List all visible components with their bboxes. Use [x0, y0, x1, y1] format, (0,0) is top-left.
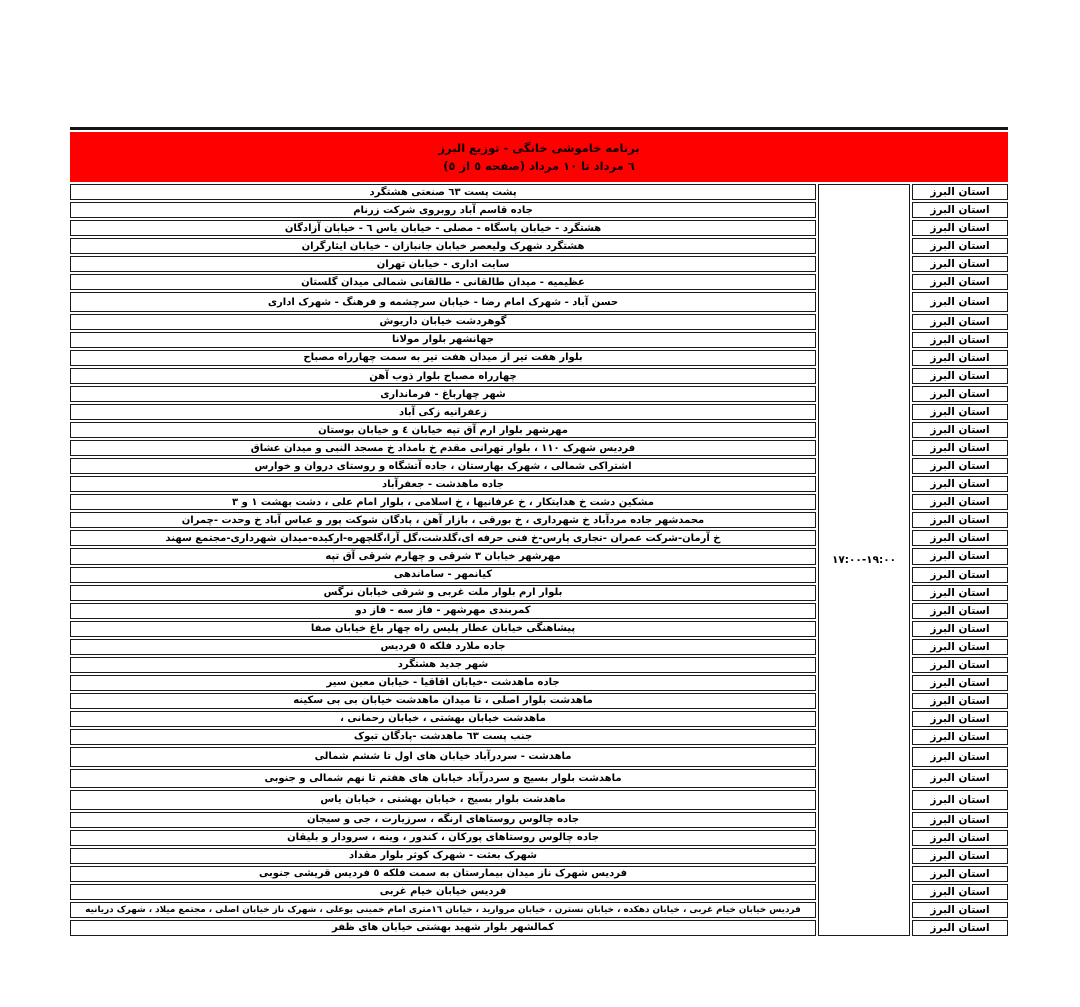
table-row-area: کیانمهر - ساماندهی [70, 567, 816, 583]
table-row-province: استان البرز [912, 866, 1008, 882]
table-row-area: چهارراه مصباح بلوار ذوب آهن [70, 368, 816, 384]
table-row-area: هشتگرد - خیابان پاسگاه - مصلی - خیابان یاس ٦ - خیابان آزادگان [70, 220, 816, 236]
table-row-area: مشکین دشت خ هدایتکار ، خ عرفانیها ، خ اسلامی ، بلوار امام علی ، دشت بهشت ١ و ٣ [70, 494, 816, 510]
table-row-area: ماهدشت بلوار بسیج و سردرآباد خیابان های هفتم تا نهم شمالی و جنوبی [70, 769, 816, 789]
table-row-area: بلوار هفت تیر از میدان هفت تیر به سمت چهارراه مصباح [70, 350, 816, 366]
table-row-province: استان البرز [912, 220, 1008, 236]
table-row-area: جاده ماهدشت -خیابان اقاقیا - خیابان معین سیر [70, 675, 816, 691]
table-row-province: استان البرز [912, 202, 1008, 218]
areas-column [70, 184, 816, 936]
table-row-province: استان البرز [912, 494, 1008, 510]
table-row-province: استان البرز [912, 747, 1008, 767]
table-row-area: جنب پست ٦٣ ماهدشت -پادگان تبوک [70, 729, 816, 745]
table-row-area: زعفرانیه زکی آباد [70, 404, 816, 420]
table-row-province: استان البرز [912, 440, 1008, 456]
table-row-province: استان البرز [912, 657, 1008, 673]
table-row-area: ماهدشت بلوار بسیج ، خیابان بهشتی ، خیابان یاس [70, 790, 816, 810]
table-row-province: استان البرز [912, 693, 1008, 709]
table-row-province: استان البرز [912, 790, 1008, 810]
table-top-border [70, 127, 1008, 130]
table-row-area: جاده ملارد فلکه ٥ فردیس [70, 639, 816, 655]
table-row-province: استان البرز [912, 292, 1008, 312]
table-row-area: جاده قاسم آباد روبروی شرکت زرنام [70, 202, 816, 218]
table-row-province: استان البرز [912, 512, 1008, 528]
table-row-area: فردیس شهرک ١١٠ ، بلوار تهرانی مقدم خ بامداد خ مسجد النبی و میدان عشاق [70, 440, 816, 456]
table-row-area: خ آرمان-شرکت عمران -تجاری پارس-خ فنی حرفه ای،گلدشت،گل آرا،گلچهره-ارکیده-میدان شهرداری-مجتمع سهند [70, 530, 816, 546]
table-row-area: حسن آباد - شهرک امام رضا - خیابان سرچشمه و فرهنگ - شهرک اداری [70, 292, 816, 312]
table-row-area: شهرک بعثت - شهرک کوثر بلوار مقداد [70, 848, 816, 864]
table-row-province: استان البرز [912, 238, 1008, 254]
header-date-range: ٦ مرداد تا ١٠ مرداد (صفحه ٥ از ٥) [443, 158, 635, 173]
table-row-province: استان البرز [912, 711, 1008, 727]
table-header-banner [70, 132, 1008, 182]
table-row-province: استان البرز [912, 902, 1008, 918]
table-row-area: مهرشهر خیابان ٣ شرقی و چهارم شرقی آق تپه [70, 548, 816, 564]
table-row-province: استان البرز [912, 332, 1008, 348]
table-row-province: استان البرز [912, 639, 1008, 655]
table-row-province: استان البرز [912, 603, 1008, 619]
table-row-area: هشتگرد شهرک ولیعصر خیابان جانبازان - خیابان ایثارگران [70, 238, 816, 254]
table-row-area: اشتراکی شمالی ، شهرک بهارستان ، جاده آتشگاه و روستای دروان و خوارس [70, 458, 816, 474]
table-row-province: استان البرز [912, 256, 1008, 272]
table-row-area: جهانشهر بلوار مولانا [70, 332, 816, 348]
table-row-area: فردیس شهرک ناز میدان بیمارستان به سمت فلکه ٥ فردیس قریشی جنوبی [70, 866, 816, 882]
outage-time-range: ١٧:٠٠-١٩:٠٠ [831, 554, 897, 566]
time-column-cell [818, 184, 910, 936]
header-title: برنامه خاموشی خانگی - توزیع البرز [438, 140, 640, 155]
table-row-area: جاده ماهدشت - جعفرآباد [70, 476, 816, 492]
table-row-province: استان البرز [912, 729, 1008, 745]
table-row-area: ماهدشت - سردرآباد خیابان های اول تا ششم شمالی [70, 747, 816, 767]
table-row-province: استان البرز [912, 812, 1008, 828]
table-row-province: استان البرز [912, 848, 1008, 864]
table-row-area: فردیس خیابان خیام غربی [70, 884, 816, 900]
table-row-province: استان البرز [912, 458, 1008, 474]
table-row-province: استان البرز [912, 422, 1008, 438]
table-row-area: پشت پست ٦٣ صنعتی هشتگرد [70, 184, 816, 200]
table-row-area: بلوار ارم بلوار ملت غربی و شرقی خیابان نرگس [70, 585, 816, 601]
table-row-province: استان البرز [912, 314, 1008, 330]
table-row-area: شهر جدید هشتگرد [70, 657, 816, 673]
table-row-area: عظیمیه - میدان طالقانی - طالقانی شمالی میدان گلستان [70, 274, 816, 290]
table-row-area: سایت اداری - خیابان تهران [70, 256, 816, 272]
table-row-area: ماهدشت خیابان بهشتی ، خیابان رحمانی ، [70, 711, 816, 727]
table-row-area: گوهردشت خیابان داریوش [70, 314, 816, 330]
table-row-area: پیشاهنگی خیابان عطار پلیس راه چهار باغ خیابان صفا [70, 621, 816, 637]
table-row-area: فردیس خیابان خیام غربی ، خیابان دهکده ، خیابان نسترن ، خیابان مروارید ، خیابان ١٦متری امام خمینی بوعلی ، شهرک ناز خیابان اصلی ، مجتمع میلاد ، شهرک دریانیه [70, 902, 816, 918]
table-body [70, 184, 1008, 936]
table-row-province: استان البرز [912, 567, 1008, 583]
table-row-province: استان البرز [912, 884, 1008, 900]
table-row-province: استان البرز [912, 621, 1008, 637]
table-row-province: استان البرز [912, 274, 1008, 290]
outage-schedule-table [70, 127, 1008, 936]
table-row-area: محمدشهر جاده مردآباد خ شهرداری ، خ بورقی ، بازار آهن ، پادگان شوکت پور و عباس آباد خ وحدت -چمران [70, 512, 816, 528]
table-row-province: استان البرز [912, 920, 1008, 936]
province-column [912, 184, 1008, 936]
table-row-province: استان البرز [912, 548, 1008, 564]
table-row-province: استان البرز [912, 350, 1008, 366]
table-row-province: استان البرز [912, 585, 1008, 601]
table-row-province: استان البرز [912, 476, 1008, 492]
table-row-province: استان البرز [912, 386, 1008, 402]
table-row-province: استان البرز [912, 404, 1008, 420]
table-row-province: استان البرز [912, 530, 1008, 546]
table-row-province: استان البرز [912, 368, 1008, 384]
table-row-province: استان البرز [912, 769, 1008, 789]
table-row-area: شهر چهارباغ - فرمانداری [70, 386, 816, 402]
table-row-province: استان البرز [912, 675, 1008, 691]
table-row-area: کمربندی مهرشهر - فاز سه - فاز دو [70, 603, 816, 619]
table-row-province: استان البرز [912, 184, 1008, 200]
table-row-province: استان البرز [912, 830, 1008, 846]
table-row-area: مهرشهر بلوار ارم آق تپه خیابان ٤ و خیابان بوستان [70, 422, 816, 438]
table-row-area: کمالشهر بلوار شهید بهشتی خیابان های ظفر [70, 920, 816, 936]
table-row-area: جاده چالوس روستاهای ارنگه ، سرزیارت ، جی و سیجان [70, 812, 816, 828]
table-row-area: ماهدشت بلوار اصلی ، تا میدان ماهدشت خیابان بی بی سکینه [70, 693, 816, 709]
table-row-area: جاده چالوس روستاهای پورکان ، کندور ، وینه ، سرودار و بلیقان [70, 830, 816, 846]
